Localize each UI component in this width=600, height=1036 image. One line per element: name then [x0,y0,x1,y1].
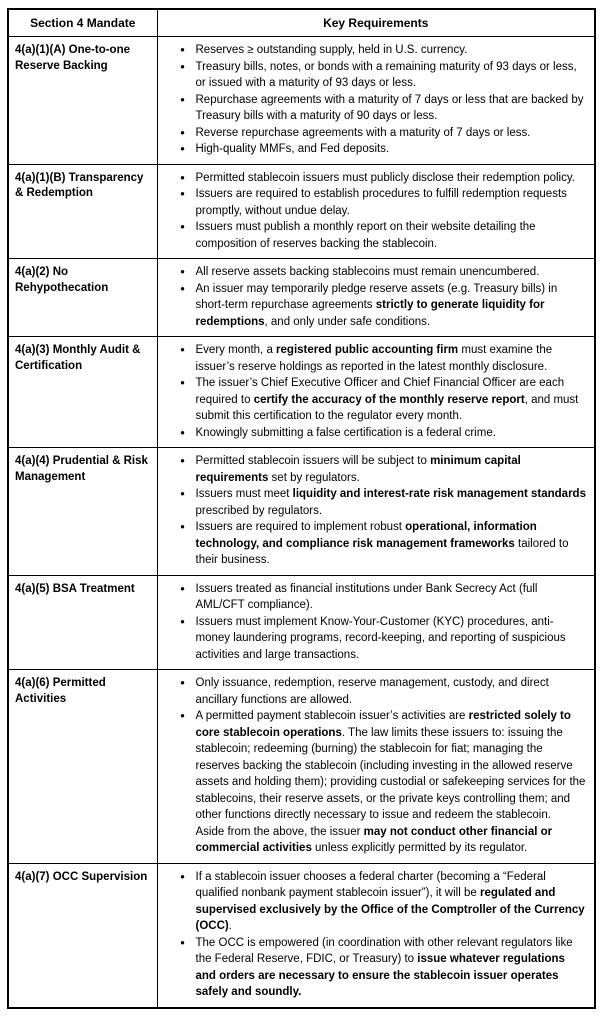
bullet-item [170,219,589,252]
table-row [8,337,595,448]
bullet-item [170,614,589,664]
requirement-text: Repurchase agreements with a maturity of 7 days or less that are backed by Treasury bills with a maturity of 90 days or less. [195,93,584,122]
bullet-icon: ● [180,616,185,626]
bullet-item [170,281,589,331]
bullet-item [170,486,589,519]
bullet-icon: ● [180,94,185,104]
bullet-item [170,342,589,375]
bullet-icon: ● [180,583,185,593]
section4-mandate-table [7,8,596,1009]
table-row [8,670,595,864]
requirements-cell [157,337,595,448]
table-body [8,37,595,1008]
mandate-cell: 4(a)(1)(B) Transparency & Redemption [8,164,157,259]
bullet-icon: ● [180,172,185,182]
table-row [8,448,595,576]
bullet-item [170,125,589,142]
requirements-cell [157,37,595,165]
bullet-icon: ● [180,189,185,198]
table-header-row [8,9,595,37]
bullet-item [170,42,589,59]
requirement-text: High-quality MMFs, and Fed deposits. [195,143,390,155]
mandate-cell: 4(a)(3) Monthly Audit & Certification [8,337,157,448]
requirement-text: Aside from the above, the issuer may not conduct other financial or commercial activities unless explicitly permitted by its regulator. [195,825,553,854]
bullet-item [170,453,589,486]
bullet-icon: ● [180,378,185,387]
requirement-text: The issuer’s Chief Executive Officer and Chief Financial Officer are each required to certify the accuracy of the monthly reserve report, and must submit this certification to the regulator every month. [195,377,579,422]
requirement-text: Only issuance, redemption, reserve management, custody, and direct ancillary functions are allowed. [195,677,549,706]
requirement-text: Reverse repurchase agreements with a maturity of 7 days or less. [195,126,531,139]
column-header-mandate: Section 4 Mandate [8,9,157,37]
bullet-icon: ● [180,711,185,720]
bullet-item [170,869,589,935]
bullet-icon: ● [180,61,185,71]
requirements-cell [157,259,595,337]
bullet-icon: ● [180,345,185,354]
requirement-text: Every month, a registered public accounting firm must examine the issuer’s reserve holdings as reported in the latest monthly disclosure. [195,344,553,373]
mandate-cell: 4(a)(5) BSA Treatment [8,575,157,670]
bullet-icon: ● [180,871,185,881]
requirement-text: If a stablecoin issuer chooses a federal charter (becoming a “Federal qualified nonbank payment stablecoin issuer”), it will be regulated and supervised exclusively by the Office of the Comptroller of the Currency (OCC). [195,870,585,932]
bullet-icon: ● [180,489,185,498]
bullet-item [170,59,589,92]
bullet-icon: ● [180,267,185,276]
bullet-icon: ● [180,144,185,153]
bullet-item [170,708,589,824]
requirement-text: Issuers must implement Know-Your-Customer (KYC) procedures, anti-money laundering programs, record-keeping, and reporting of suspicious activities and large transactions. [195,615,566,661]
table-row [8,37,595,165]
bullet-icon: ● [180,45,185,54]
bullet-icon: ● [180,427,185,437]
requirement-text: All reserve assets backing stablecoins must remain unencumbered. [195,266,540,278]
bullet-item [170,675,589,708]
requirement-text: Issuers treated as financial institutions under Bank Secrecy Act (full AML/CFT compliance). [195,582,538,611]
bullet-item [170,375,589,425]
table-row [8,259,595,337]
requirements-cell [157,575,595,670]
bullet-item [170,935,589,1001]
mandate-cell: 4(a)(7) OCC Supervision [8,863,157,1008]
continuation-paragraph [170,824,589,857]
bullet-icon: ● [180,522,185,531]
mandate-cell: 4(a)(6) Permitted Activities [8,670,157,864]
requirement-text: Knowingly submitting a false certification is a federal crime. [195,426,496,439]
requirement-text: Reserves ≥ outstanding supply, held in U.S. currency. [195,44,468,56]
bullet-icon: ● [180,283,185,293]
requirement-text: Permitted stablecoin issuers will be subject to minimum capital requirements set by regulators. [195,455,521,484]
bullet-icon: ● [180,127,185,137]
table-row [8,863,595,1008]
bullet-icon: ● [180,678,185,687]
requirement-text: Issuers are required to establish procedures to fulfill redemption requests promptly, without undue delay. [195,188,567,217]
requirement-text: An issuer may temporarily pledge reserve assets (e.g. Treasury bills) in short-term repurchase agreements strictly to generate liquidity for redemptions, and only under safe conditions. [195,282,558,328]
bullet-icon: ● [180,222,185,231]
bullet-item [170,92,589,125]
table-row [8,575,595,670]
bullet-item [170,519,589,569]
requirement-text: A permitted payment stablecoin issuer’s activities are restricted solely to core stablecoin operations. The law limits these issuers to: issuing the stablecoin; redeeming (burning) the stablecoin for fiat; managing the reserves backing the stablecoin (including investing in the allowed reserve assets and holding them); providing custodial or safekeeping services for the stablecoins, their reserve assets, or the private keys controlling them; and other functions directly necessary to issue and redeem the stablecoin. [195,710,586,821]
requirement-text: The OCC is empowered (in coordination with other relevant regulators like the Federal Reserve, FDIC, or Treasury) to issue whatever regulations and orders are necessary to ensure the stablecoin issuer operates safely and soundly. [195,936,573,998]
mandate-cell: 4(a)(2) No Rehypothecation [8,259,157,337]
requirements-cell [157,863,595,1008]
requirement-text: Issuers must meet liquidity and interest-rate risk management standards prescribed by regulators. [195,488,586,517]
bullet-icon: ● [180,456,185,465]
requirement-text: Issuers are required to implement robust operational, information technology, and compliance risk management frameworks tailored to their business. [195,521,569,566]
bullet-icon: ● [180,937,185,947]
bullet-item [170,141,589,158]
mandate-cell: 4(a)(1)(A) One-to-one Reserve Backing [8,37,157,165]
bullet-item [170,186,589,219]
bullet-item [170,425,589,442]
mandate-cell: 4(a)(4) Prudential & Risk Management [8,448,157,576]
requirements-cell [157,670,595,864]
bullet-item [170,581,589,614]
bullet-item [170,170,589,187]
requirements-cell [157,164,595,259]
column-header-requirements: Key Requirements [157,9,595,37]
bullet-item [170,264,589,281]
requirement-text: Treasury bills, notes, or bonds with a remaining maturity of 93 days or less, or issued with a maturity of 93 days or less. [195,60,577,89]
requirement-text: Permitted stablecoin issuers must publicly disclose their redemption policy. [195,171,575,184]
requirement-text: Issuers must publish a monthly report on their website detailing the composition of reserves backing the stablecoin. [195,221,536,250]
requirements-cell [157,448,595,576]
table-row [8,164,595,259]
